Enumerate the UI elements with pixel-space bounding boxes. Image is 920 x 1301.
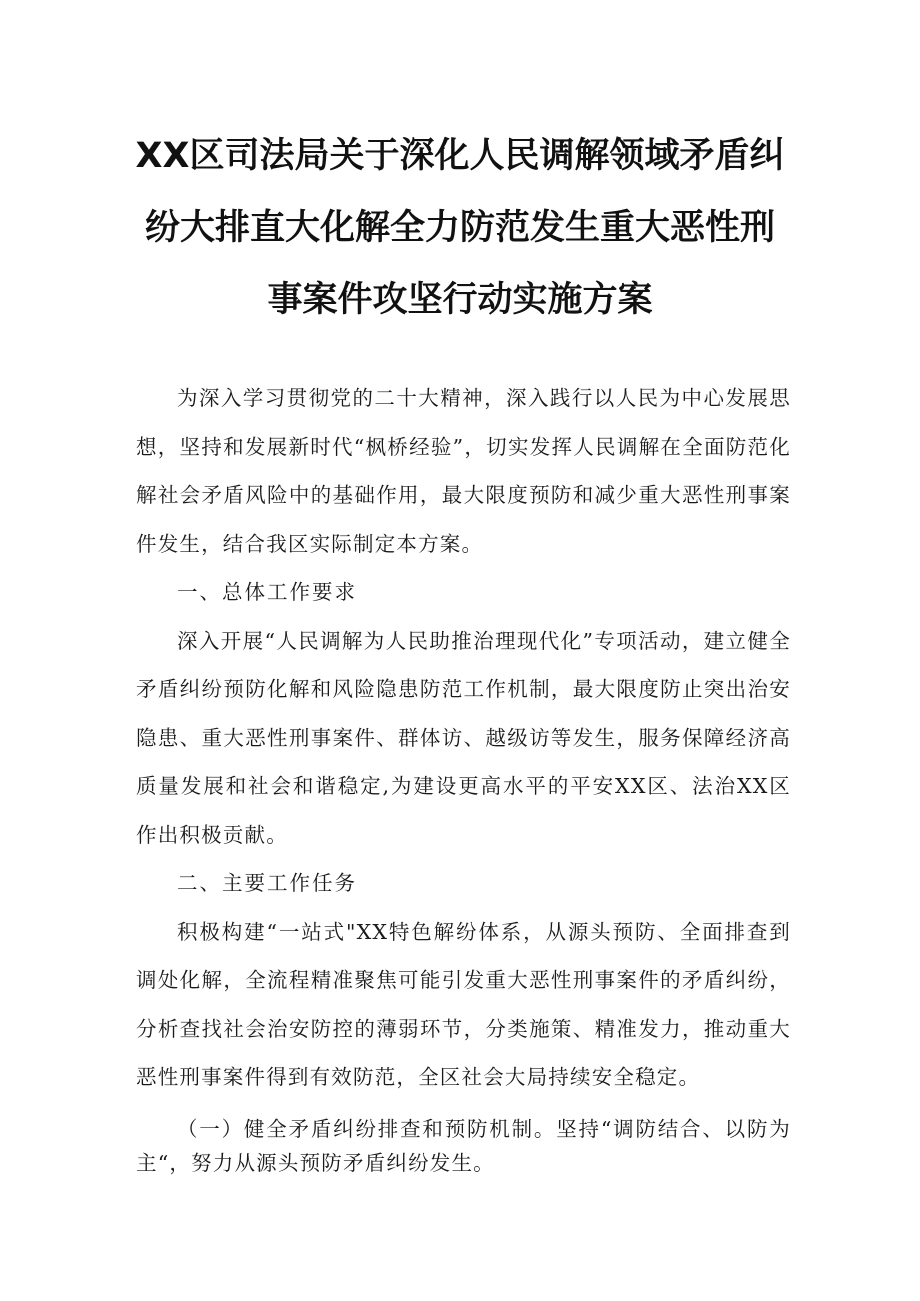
document-body xyxy=(136,374,791,1180)
section-1-paragraph: 深入开展“人民调解为人民助推治理现代化”专项活动，建立健全矛盾纠纷预防化解和风险隐患防范工作机制，最大限度防止突出治安隐患、重大恶性刑事案件、群体访、越级访等发生，服务保障经济高质量发展和社会和谐稳定,为建设更高水平的平安XX区、法治XX区作出积极贡献。 xyxy=(136,628,791,847)
title-line-3: 事案件攻坚行动实施方案 xyxy=(267,280,653,320)
intro-paragraph: 为深入学习贯彻党的二十大精神，深入践行以人民为中心发展思想，坚持和发展新时代“枫桥经验”，切实发挥人民调解在全面防范化解社会矛盾风险中的基础作用，最大限度预防和减少重大恶性刑事案件发生，结合我区实际制定本方案。 xyxy=(136,386,791,556)
title-line-1: XX区司法局关于深化人民调解领域矛盾纠 xyxy=(135,136,785,176)
section-heading-2: 二、主要工作任务 xyxy=(177,871,357,895)
document-title xyxy=(120,120,800,336)
title-line-2: 纷大排直大化解全力防范发生重大恶性刑 xyxy=(144,208,775,248)
subsection-paragraph-1: （一）健全矛盾纠纷排查和预防机制。坚持“调防结合、以防为主“，努力从源头预防矛盾纠纷发生。 xyxy=(136,1116,791,1175)
section-heading-1: 一、总体工作要求 xyxy=(177,580,357,604)
section-2-paragraph: 积极构建“一站式"XX特色解纷体系，从源头预防、全面排查到调处化解，全流程精准聚焦可能引发重大恶性刑事案件的矛盾纠纷，分析查找社会治安防控的薄弱环节，分类施策、精准发力，推动重大恶性刑事案件得到有效防范，全区社会大局持续安全稳定。 xyxy=(136,919,791,1089)
